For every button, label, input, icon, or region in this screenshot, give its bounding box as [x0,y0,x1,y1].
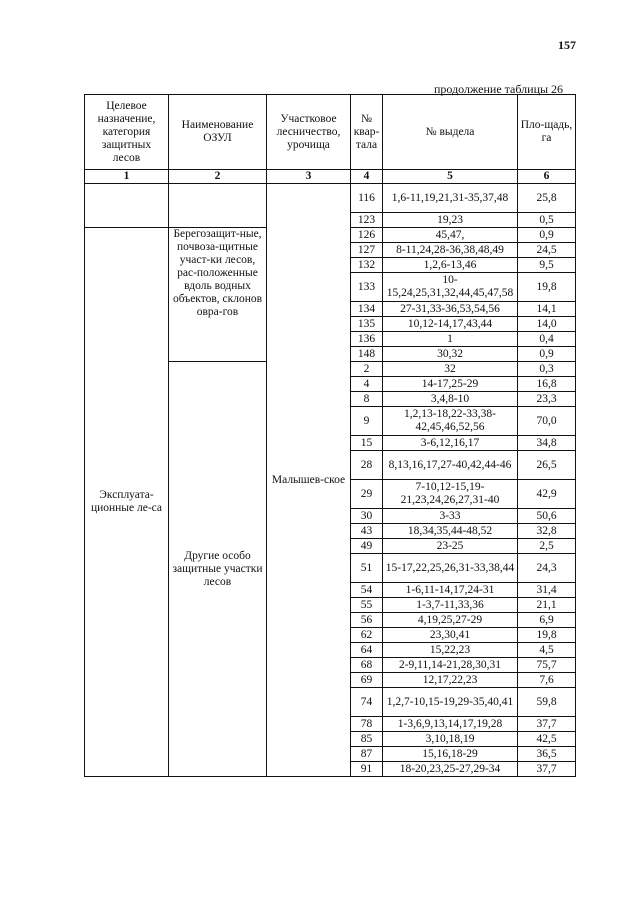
quarter-cell: 91 [351,762,383,777]
area-cell: 75,7 [518,658,576,673]
quarter-cell: 116 [351,184,383,213]
allotment-cell: 15,22,23 [383,643,518,658]
allotment-cell: 1,2,6-13,46 [383,258,518,273]
header-ozul-name: Наименование ОЗУЛ [169,95,267,170]
header-allotment: № выдела [383,95,518,170]
table-row [85,184,576,213]
quarter-cell: 126 [351,228,383,243]
quarter-cell: 51 [351,554,383,583]
area-cell: 25,8 [518,184,576,213]
allotment-cell: 1-3,7-11,33,36 [383,598,518,613]
quarter-cell: 127 [351,243,383,258]
allotment-cell: 3-6,12,16,17 [383,436,518,451]
allotment-cell: 1 [383,332,518,347]
table-body [85,184,576,777]
area-cell: 37,7 [518,717,576,732]
quarter-cell: 15 [351,436,383,451]
protected-forest-table [84,94,576,777]
area-cell: 24,5 [518,243,576,258]
area-cell: 34,8 [518,436,576,451]
area-cell: 0,9 [518,228,576,243]
area-cell: 19,8 [518,273,576,302]
area-cell: 36,5 [518,747,576,762]
area-cell: 7,6 [518,673,576,688]
area-cell: 16,8 [518,377,576,392]
area-cell: 31,4 [518,583,576,598]
allotment-cell: 1,6-11,19,21,31-35,37,48 [383,184,518,213]
quarter-cell: 64 [351,643,383,658]
allotment-cell: 1-6,11-14,17,24-31 [383,583,518,598]
allotment-cell: 10-15,24,25,31,32,44,45,47,58 [383,273,518,302]
empty-cell [169,184,267,228]
area-cell: 23,3 [518,392,576,407]
allotment-cell: 10,12-14,17,43,44 [383,317,518,332]
quarter-cell: 133 [351,273,383,302]
ozul-name-cell: Другие особо защитные участки лесов [169,362,267,777]
quarter-cell: 43 [351,524,383,539]
area-cell: 37,7 [518,762,576,777]
allotment-cell: 7-10,12-15,19-21,23,24,26,27,31-40 [383,480,518,509]
area-cell: 21,1 [518,598,576,613]
quarter-cell: 134 [351,302,383,317]
area-cell: 2,5 [518,539,576,554]
allotment-cell: 3,10,18,19 [383,732,518,747]
quarter-cell: 62 [351,628,383,643]
area-cell: 24,3 [518,554,576,583]
quarter-cell: 135 [351,317,383,332]
header-forestry: Участковое лесничество, урочища [267,95,351,170]
ozul-name-cell: Берегозащит-ные, почвоза-щитные участ-ки лесов, рас-положенные вдоль водных объектов, склонов овра-гов [169,228,267,362]
header-purpose: Целевое назначение, категория защитных лесов [85,95,169,170]
quarter-cell: 8 [351,392,383,407]
area-cell: 9,5 [518,258,576,273]
quarter-cell: 55 [351,598,383,613]
area-cell: 42,9 [518,480,576,509]
allotment-cell: 32 [383,362,518,377]
quarter-cell: 74 [351,688,383,717]
area-cell: 14,0 [518,317,576,332]
area-cell: 0,9 [518,347,576,362]
allotment-cell: 23,30,41 [383,628,518,643]
column-number-row [85,170,576,184]
allotment-cell: 3-33 [383,509,518,524]
allotment-cell: 15,16,18-29 [383,747,518,762]
quarter-cell: 29 [351,480,383,509]
column-number: 6 [518,170,576,184]
allotment-cell: 18,34,35,44-48,52 [383,524,518,539]
table-continuation-label: продолжение таблицы 26 [434,82,564,96]
allotment-cell: 23-25 [383,539,518,554]
allotment-cell: 4,19,25,27-29 [383,613,518,628]
allotment-cell: 15-17,22,25,26,31-33,38,44 [383,554,518,583]
area-cell: 26,5 [518,451,576,480]
quarter-cell: 68 [351,658,383,673]
area-cell: 50,6 [518,509,576,524]
category-cell: Эксплуата-ционные ле-са [85,228,169,777]
table-header-row [85,95,576,170]
empty-cell [85,184,169,228]
allotment-cell: 14-17,25-29 [383,377,518,392]
allotment-cell: 8-11,24,28-36,38,48,49 [383,243,518,258]
quarter-cell: 69 [351,673,383,688]
area-cell: 4,5 [518,643,576,658]
column-number: 2 [169,170,267,184]
quarter-cell: 30 [351,509,383,524]
area-cell: 42,5 [518,732,576,747]
page-number: 157 [558,38,576,52]
allotment-cell: 45,47, [383,228,518,243]
quarter-cell: 87 [351,747,383,762]
column-number: 4 [351,170,383,184]
area-cell: 70,0 [518,407,576,436]
quarter-cell: 9 [351,407,383,436]
quarter-cell: 4 [351,377,383,392]
quarter-cell: 28 [351,451,383,480]
area-cell: 0,3 [518,362,576,377]
column-number: 5 [383,170,518,184]
quarter-cell: 54 [351,583,383,598]
header-quarter: № квар-тала [351,95,383,170]
header-area: Пло-щадь, га [518,95,576,170]
allotment-cell: 1,2,7-10,15-19,29-35,40,41 [383,688,518,717]
allotment-cell: 18-20,23,25-27,29-34 [383,762,518,777]
area-cell: 0,5 [518,213,576,228]
quarter-cell: 78 [351,717,383,732]
area-cell: 0,4 [518,332,576,347]
area-cell: 6,9 [518,613,576,628]
column-number: 3 [267,170,351,184]
area-cell: 14,1 [518,302,576,317]
allotment-cell: 27-31,33-36,53,54,56 [383,302,518,317]
quarter-cell: 123 [351,213,383,228]
allotment-cell: 1-3,6,9,13,14,17,19,28 [383,717,518,732]
quarter-cell: 85 [351,732,383,747]
quarter-cell: 2 [351,362,383,377]
allotment-cell: 30,32 [383,347,518,362]
allotment-cell: 19,23 [383,213,518,228]
quarter-cell: 136 [351,332,383,347]
allotment-cell: 2-9,11,14-21,28,30,31 [383,658,518,673]
allotment-cell: 12,17,22,23 [383,673,518,688]
allotment-cell: 8,13,16,17,27-40,42,44-46 [383,451,518,480]
allotment-cell: 1,2,13-18,22-33,38-42,45,46,52,56 [383,407,518,436]
quarter-cell: 56 [351,613,383,628]
area-cell: 19,8 [518,628,576,643]
column-number: 1 [85,170,169,184]
area-cell: 59,8 [518,688,576,717]
quarter-cell: 132 [351,258,383,273]
quarter-cell: 49 [351,539,383,554]
area-cell: 32,8 [518,524,576,539]
forestry-cell: Малышев-ское [267,184,351,777]
allotment-cell: 3,4,8-10 [383,392,518,407]
quarter-cell: 148 [351,347,383,362]
